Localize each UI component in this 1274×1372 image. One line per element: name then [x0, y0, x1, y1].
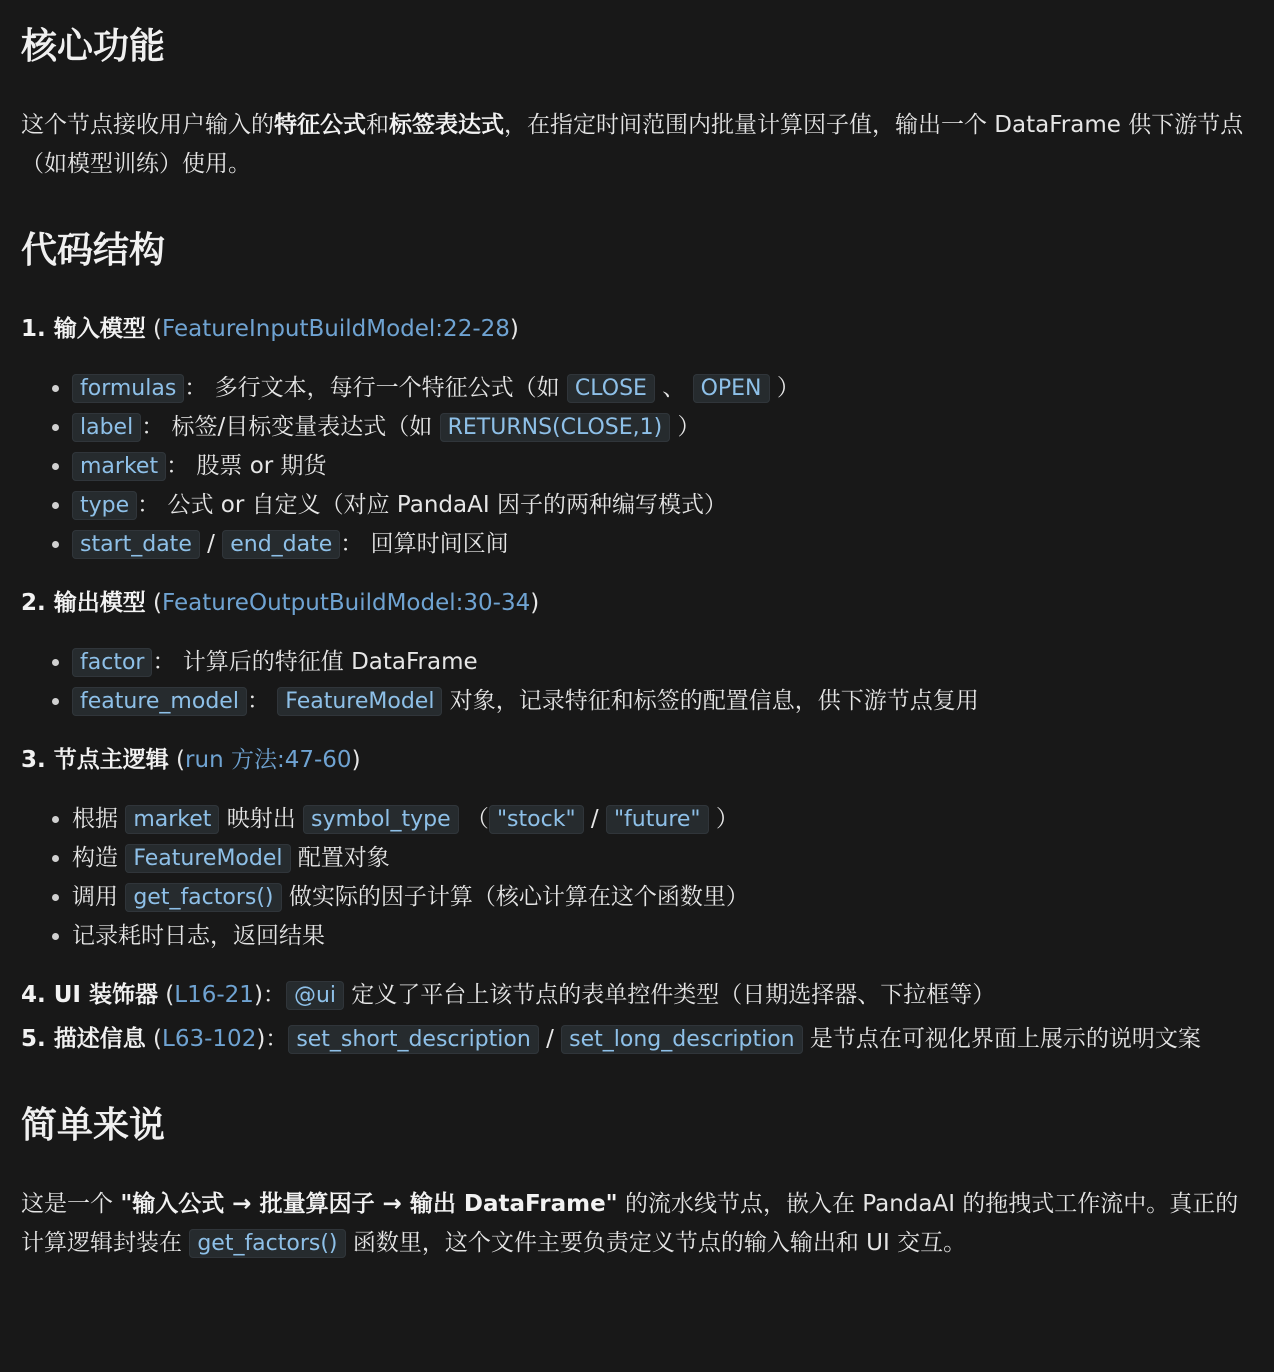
text: ： 标签/目标变量表达式（如 — [141, 414, 440, 440]
text: 构造 — [72, 845, 126, 871]
description-title: 5. 描述信息 — [21, 1026, 146, 1052]
output-model-list — [21, 643, 1253, 721]
code-get-factors: get_factors() — [189, 1229, 345, 1258]
heading-summary: 简单来说 — [21, 1105, 166, 1146]
subheading-node-logic — [21, 741, 1253, 780]
text: 、 — [654, 375, 693, 401]
text: ( — [145, 1026, 163, 1052]
text: 配置对象 — [290, 845, 390, 871]
list-item-market — [72, 447, 1253, 486]
code-feature-model: feature_model — [72, 687, 247, 716]
node-logic-title: 3. 节点主逻辑 — [21, 747, 169, 773]
text: / — [199, 531, 223, 557]
heading-core-function: 核心功能 — [21, 26, 166, 67]
summary-paragraph — [21, 1185, 1253, 1263]
text: 和 — [366, 112, 389, 138]
subheading-ui-decorator — [21, 976, 1253, 1015]
code-featuremodel-class: FeatureModel — [277, 687, 442, 716]
text: ( — [145, 316, 163, 342]
text: ） — [670, 414, 701, 440]
code-formulas: formulas — [72, 374, 184, 403]
code-featuremodel: FeatureModel — [125, 844, 290, 873]
text: )： — [256, 1026, 289, 1052]
code-stock: "stock" — [489, 805, 584, 834]
code-set-long-description: set_long_description — [561, 1025, 802, 1054]
code-market: market — [125, 805, 219, 834]
text: 的流水线节点，嵌入在 PandaAI 的拖拽式工作流中。真正的计算逻辑封装在 — [21, 1191, 1239, 1256]
link-description[interactable]: L63-102 — [162, 1026, 257, 1052]
code-close: CLOSE — [567, 374, 655, 403]
text: ） — [708, 806, 739, 832]
bold-pipeline: "输入公式 → 批量算因子 → 输出 DataFrame" — [120, 1191, 618, 1217]
text: 做实际的因子计算（核心计算在这个函数里） — [281, 884, 749, 910]
link-run-method[interactable]: run 方法:47-60 — [185, 747, 352, 773]
subheading-description — [21, 1020, 1253, 1059]
heading-code-structure: 代码结构 — [21, 230, 166, 271]
text: ) — [530, 590, 540, 616]
text: ( — [168, 747, 186, 773]
list-item-call-get-factors — [72, 878, 1253, 917]
code-set-short-description: set_short_description — [288, 1025, 538, 1054]
subheading-output-model — [21, 584, 1253, 623]
text: ) — [351, 747, 361, 773]
text: ( — [145, 590, 163, 616]
link-ui-decorator[interactable]: L16-21 — [174, 982, 254, 1008]
code-returns: RETURNS(CLOSE,1) — [440, 413, 671, 442]
code-ui-decorator: @ui — [286, 981, 344, 1010]
code-start-date: start_date — [72, 530, 200, 559]
list-item-label — [72, 408, 1253, 447]
code-label: label — [72, 413, 141, 442]
ui-decorator-title: 4. UI 装饰器 — [21, 982, 158, 1008]
code-end-date: end_date — [222, 530, 340, 559]
core-paragraph — [21, 106, 1253, 184]
text: ( — [158, 982, 175, 1008]
text: 对象，记录特征和标签的配置信息，供下游节点复用 — [442, 688, 979, 714]
link-output-model[interactable]: FeatureOutputBuildModel:30-34 — [162, 590, 531, 616]
list-item-type — [72, 486, 1253, 525]
subheading-input-model — [21, 310, 1253, 349]
node-logic-list — [21, 800, 1253, 956]
input-model-title: 1. 输入模型 — [21, 316, 146, 342]
text: 根据 — [72, 806, 126, 832]
text: ： 公式 or 自定义（对应 PandaAI 因子的两种编写模式） — [137, 492, 727, 518]
text: 这是一个 — [21, 1191, 121, 1217]
list-item-feature-model — [72, 682, 1253, 721]
text: ： 股票 or 期货 — [166, 453, 327, 479]
text: / — [583, 806, 606, 832]
bold-label-expression: 标签表达式 — [389, 112, 504, 138]
text: / — [538, 1026, 562, 1052]
list-item-log — [72, 917, 1253, 956]
list-item-map-symbol — [72, 800, 1253, 839]
output-model-title: 2. 输出模型 — [21, 590, 146, 616]
text: 记录耗时日志，返回结果 — [72, 923, 325, 949]
input-model-list — [21, 369, 1253, 564]
text: （ — [458, 806, 489, 832]
code-future: "future" — [606, 805, 709, 834]
text: 调用 — [72, 884, 126, 910]
code-type: type — [72, 491, 137, 520]
code-get-factors: get_factors() — [125, 883, 281, 912]
text: 这个节点接收用户输入的 — [21, 112, 274, 138]
list-item-factor — [72, 643, 1253, 682]
code-symbol-type: symbol_type — [303, 805, 459, 834]
text: ： — [246, 688, 278, 714]
text: ） — [769, 375, 800, 401]
text: 定义了平台上该节点的表单控件类型（日期选择器、下拉框等） — [344, 982, 996, 1008]
text: ： 回算时间区间 — [340, 531, 509, 557]
text: )： — [253, 982, 286, 1008]
code-open: OPEN — [693, 374, 770, 403]
text: 映射出 — [219, 806, 304, 832]
text: 函数里，这个文件主要负责定义节点的输入输出和 UI 交互。 — [345, 1230, 967, 1256]
text: ： 多行文本，每行一个特征公式（如 — [184, 375, 567, 401]
bold-feature-formula: 特征公式 — [274, 112, 366, 138]
code-factor: factor — [72, 648, 152, 677]
list-item-build-model — [72, 839, 1253, 878]
list-item-formulas — [72, 369, 1253, 408]
list-item-dates — [72, 525, 1253, 564]
code-market: market — [72, 452, 166, 481]
text: ) — [509, 316, 519, 342]
link-input-model[interactable]: FeatureInputBuildModel:22-28 — [162, 316, 510, 342]
text: 是节点在可视化界面上展示的说明文案 — [802, 1026, 1201, 1052]
text: ，在指定时间范围内批量计算因子值，输出一个 DataFrame 供下游节点（如模型训练）使用。 — [21, 112, 1244, 177]
text: ： 计算后的特征值 DataFrame — [152, 649, 478, 675]
